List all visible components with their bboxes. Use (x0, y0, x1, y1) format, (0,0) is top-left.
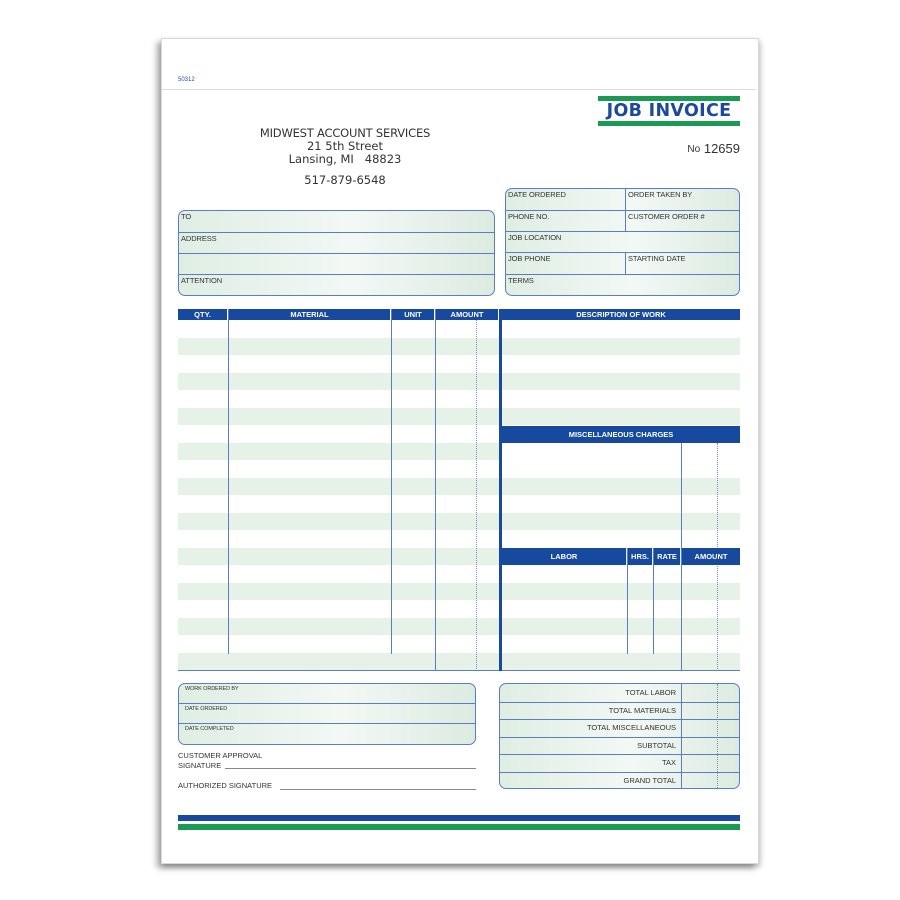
table-row (178, 408, 499, 426)
customer-box (178, 210, 495, 296)
unit-header: UNIT (392, 309, 434, 320)
logo-green-bar-bottom (598, 121, 740, 126)
hrs-header: HRS. (628, 548, 652, 565)
labor-amount-header: AMOUNT (682, 548, 740, 565)
divider (506, 252, 739, 253)
divider (179, 253, 494, 254)
company-name: MIDWEST ACCOUNT SERVICES (259, 126, 431, 140)
job-phone-field[interactable]: JOB PHONE (508, 254, 551, 263)
description-of-work-header: DESCRIPTION OF WORK (502, 309, 740, 320)
divider (179, 703, 475, 704)
company-block (220, 127, 470, 187)
total-value-cell[interactable] (682, 702, 740, 720)
total-value-cell[interactable] (682, 719, 740, 737)
column-divider (435, 309, 436, 671)
perforation-line (162, 89, 756, 90)
column-divider (228, 309, 229, 654)
table-row (178, 478, 499, 496)
table-row (502, 338, 740, 356)
invoice-number-value: 12659 (703, 141, 740, 156)
date-completed-field[interactable]: DATE COMPLETED (185, 726, 234, 732)
job-invoice-logo (598, 96, 740, 126)
order-taken-by-field[interactable]: ORDER TAKEN BY (628, 190, 693, 199)
table-row (502, 513, 740, 531)
table-row (178, 338, 499, 356)
phone-no-field[interactable]: PHONE NO. (508, 212, 550, 221)
customer-order-field[interactable]: CUSTOMER ORDER # (628, 212, 705, 221)
column-divider (653, 548, 654, 654)
footer-green-band (178, 824, 740, 830)
address-field[interactable]: ADDRESS (181, 234, 217, 243)
company-phone: 517-879-6548 (304, 173, 386, 187)
totals-box (499, 683, 740, 789)
table-row (502, 478, 740, 496)
form-title: JOB INVOICE (606, 101, 732, 121)
total-label-total-materials: TOTAL MATERIALS (608, 705, 676, 715)
footer-blue-band (178, 815, 740, 821)
table-row (178, 653, 499, 671)
order-info-box (505, 188, 740, 296)
invoice-number (660, 141, 740, 156)
divider (179, 723, 475, 724)
total-label-grand-total: GRAND TOTAL (623, 776, 676, 785)
date-ordered-field-2[interactable]: DATE ORDERED (185, 706, 228, 712)
material-header: MATERIAL (229, 309, 390, 320)
column-divider (391, 309, 392, 654)
table-row (178, 513, 499, 531)
table-bottom-line (178, 670, 740, 671)
divider (506, 231, 739, 232)
attention-field[interactable]: ATTENTION (181, 276, 223, 285)
total-label-subtotal: SUBTOTAL (637, 740, 676, 750)
work-ordered-by-field[interactable]: WORK ORDERED BY (185, 686, 239, 692)
table-row (178, 583, 499, 601)
total-label-total-miscellaneous: TOTAL MISCELLANEOUS (586, 723, 676, 733)
form-number: 50312 (178, 77, 195, 83)
table-row (502, 373, 740, 391)
customer-approval-label: CUSTOMER APPROVAL (178, 751, 263, 760)
company-street: 21 5th Street (306, 139, 383, 153)
table-row (502, 408, 740, 426)
divider (625, 252, 626, 274)
total-label-total-labor: TOTAL LABOR (625, 688, 676, 697)
terms-field[interactable]: TERMS (508, 276, 534, 285)
work-box (178, 683, 476, 745)
starting-date-field[interactable]: STARTING DATE (628, 254, 686, 263)
divider (506, 274, 739, 275)
misc-charges-header: MISCELLANEOUS CHARGES (502, 426, 740, 443)
table-row (178, 618, 499, 636)
total-value-cell[interactable] (682, 737, 740, 755)
table-row (178, 548, 499, 566)
invoice-number-prefix: No (687, 144, 701, 155)
date-ordered-field[interactable]: DATE ORDERED (508, 190, 566, 199)
table-row (178, 443, 499, 461)
cents-divider (476, 320, 477, 671)
authorized-signature-line[interactable] (280, 789, 476, 790)
table-row (178, 373, 499, 391)
company-city: Lansing, MI 48823 (288, 152, 402, 166)
table-row (502, 618, 740, 636)
divider (179, 232, 494, 233)
section-divider (499, 309, 502, 671)
divider (179, 274, 494, 275)
customer-signature-label: SIGNATURE (178, 761, 222, 770)
authorized-signature-label: AUTHORIZED SIGNATURE (178, 781, 273, 790)
rate-header: RATE (654, 548, 680, 565)
qty-header: QTY. (178, 309, 227, 320)
to-field[interactable]: TO (181, 212, 192, 221)
total-value-cell[interactable] (682, 684, 740, 702)
column-divider (627, 548, 628, 654)
divider (506, 210, 739, 211)
total-value-cell[interactable] (682, 754, 740, 772)
customer-signature-line[interactable] (225, 768, 476, 769)
total-value-cell[interactable] (682, 772, 740, 789)
table-row (502, 583, 740, 601)
table-row (502, 653, 740, 671)
total-label-tax: TAX (661, 758, 676, 768)
labor-header: LABOR (502, 548, 626, 565)
amount-header: AMOUNT (436, 309, 498, 320)
job-location-field[interactable]: JOB LOCATION (508, 233, 562, 242)
